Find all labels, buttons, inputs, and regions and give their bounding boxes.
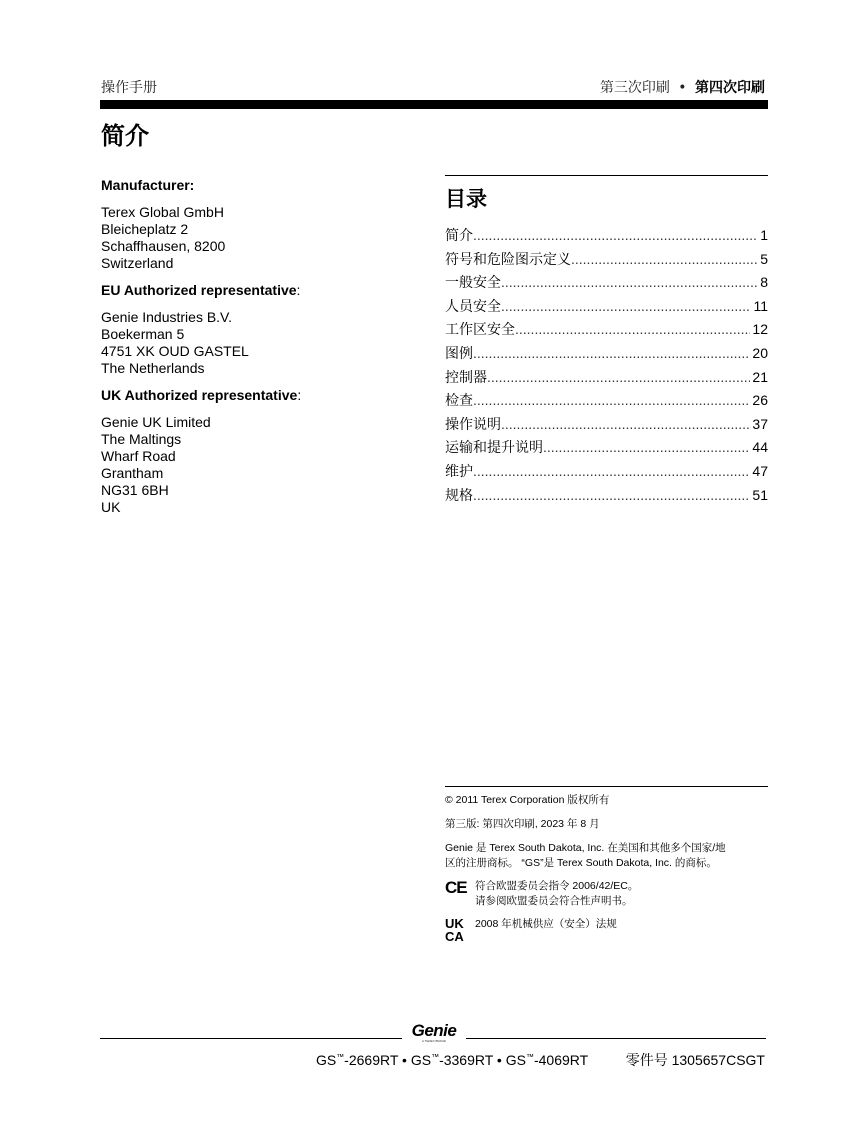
- tm-mark: ™: [431, 1052, 440, 1062]
- model-prefix: GS: [505, 1052, 526, 1068]
- toc-entry-page: 11: [753, 297, 768, 314]
- part-number-label: 零件号: [625, 1053, 668, 1069]
- toc-entry-title: 人员安全: [445, 298, 501, 315]
- model-prefix: GS: [410, 1052, 432, 1068]
- ukca-mark-icon: [445, 917, 475, 943]
- toc-entry-page: 8: [760, 274, 768, 291]
- model-separator: •: [402, 1052, 407, 1068]
- toc-leader-dots: [473, 345, 750, 361]
- toc-entry[interactable]: [445, 319, 768, 343]
- toc-entry-title: 工作区安全: [445, 322, 515, 339]
- address-line: Genie Industries B.V.: [101, 309, 233, 325]
- toc-entry[interactable]: [445, 485, 768, 509]
- footer-rule-right: [466, 1038, 766, 1039]
- printing-current: 第四次印刷: [695, 80, 765, 96]
- eu-rep-heading: [101, 282, 411, 299]
- toc-entry-page: 12: [752, 321, 768, 338]
- toc-entry-page: 1: [760, 227, 768, 243]
- toc-entry[interactable]: [445, 461, 768, 485]
- ce-compliance: [445, 879, 768, 909]
- toc-entry-page: 20: [752, 344, 768, 361]
- address-column: [101, 177, 411, 526]
- toc-entry[interactable]: [445, 225, 768, 249]
- eu-rep-address: [101, 309, 411, 377]
- ce-line: 符合欧盟委员会指令 2006/42/EC。: [475, 880, 639, 892]
- ce-line: 请参阅欧盟委员会符合性声明书。: [475, 895, 633, 907]
- toc-leader-dots: [571, 251, 758, 267]
- header-rule: [100, 100, 768, 109]
- genie-logo-tagline: A TEREX BRAND: [422, 1039, 446, 1043]
- footer-models: [316, 1050, 765, 1070]
- toc-leader-dots: [501, 274, 758, 290]
- toc-entry-title: 规格: [445, 487, 473, 504]
- printing-info: [600, 77, 765, 97]
- eu-rep-colon: :: [296, 282, 301, 298]
- toc-entry-page: 26: [752, 392, 768, 409]
- toc-leader-dots: [487, 369, 750, 385]
- ukca-compliance: [445, 917, 768, 943]
- uk-rep-heading: [101, 387, 411, 404]
- toc-entry[interactable]: [445, 414, 768, 438]
- ce-mark-icon: CE: [445, 878, 467, 897]
- toc-entry[interactable]: [445, 367, 768, 391]
- toc-entry-title: 符号和危险图示定义: [445, 251, 571, 268]
- address-line: NG31 6BH: [101, 482, 169, 498]
- manufacturer-address: [101, 204, 411, 272]
- toc-entry[interactable]: [445, 272, 768, 296]
- legal-notice: [445, 786, 768, 943]
- tm-mark: ™: [525, 1052, 534, 1062]
- model-number: -2669RT: [344, 1052, 399, 1068]
- edition: 第三版: 第四次印刷, 2023 年 8 月: [445, 818, 600, 830]
- toc-entry-title: 检查: [445, 393, 473, 410]
- toc-entry[interactable]: [445, 437, 768, 461]
- eu-rep-label: EU Authorized representative: [101, 282, 297, 298]
- toc-entry[interactable]: [445, 390, 768, 414]
- address-line: Bleicheplatz 2: [101, 221, 189, 237]
- printing-separator: •: [678, 80, 687, 96]
- address-line: Switzerland: [101, 255, 174, 271]
- address-line: Wharf Road: [101, 448, 176, 464]
- address-line: Grantham: [101, 465, 164, 481]
- model-separator: •: [496, 1052, 502, 1068]
- footer-rule-left: [100, 1038, 402, 1039]
- trademark-line: Genie 是 Terex South Dakota, Inc. 在美国和其他多个国家/地: [445, 842, 726, 854]
- ukca-bottom: CA: [445, 929, 464, 944]
- toc-leader-dots: [501, 416, 750, 432]
- toc-leader-dots: [501, 298, 751, 314]
- toc-entry-title: 简介: [445, 228, 473, 244]
- toc-entry-title: 控制器: [445, 369, 487, 386]
- model-prefix: GS: [315, 1052, 337, 1068]
- toc-title: 目录: [445, 188, 487, 211]
- trademark-line: 区的注册商标。 “GS”是 Terex South Dakota, Inc. 的商标。: [445, 857, 717, 869]
- toc-leader-dots: [473, 227, 758, 243]
- copyright: © 2011 Terex Corporation 版权所有: [445, 794, 610, 806]
- part-number: 1305657CSGT: [671, 1052, 765, 1068]
- toc-leader-dots: [473, 463, 750, 479]
- genie-logo-word: Genie: [411, 1021, 457, 1040]
- toc-entry-page: 5: [760, 250, 768, 267]
- table-of-contents: [445, 175, 768, 508]
- toc-entry-title: 运输和提升说明: [445, 440, 543, 457]
- uk-rep-colon: :: [297, 387, 302, 403]
- toc-entry-title: 一般安全: [445, 275, 501, 292]
- trademark-notice: [445, 841, 768, 871]
- toc-entry-title: 操作说明: [445, 416, 501, 433]
- toc-leader-dots: [515, 321, 750, 337]
- ce-text: [475, 879, 638, 909]
- model-number: -4069RT: [533, 1052, 588, 1068]
- toc-entry-page: 21: [752, 368, 768, 385]
- address-line: Terex Global GmbH: [101, 204, 224, 220]
- address-line: The Maltings: [101, 431, 182, 447]
- toc-list: [445, 225, 768, 508]
- toc-leader-dots: [473, 392, 750, 408]
- ukca-text: 2008 年机械供应（安全）法规: [475, 918, 617, 930]
- address-line: Schaffhausen, 8200: [101, 238, 226, 254]
- toc-entry-title: 维护: [445, 463, 473, 480]
- manufacturer-label: Manufacturer:: [101, 177, 195, 193]
- toc-entry-page: 47: [752, 462, 768, 479]
- uk-rep-label: UK Authorized representative: [101, 387, 298, 403]
- tm-mark: ™: [336, 1052, 345, 1062]
- toc-entry-page: 51: [752, 486, 768, 503]
- address-line: The Netherlands: [101, 360, 205, 376]
- toc-entry-page: 37: [752, 415, 768, 432]
- toc-leader-dots: [543, 439, 750, 455]
- toc-entry[interactable]: [445, 296, 768, 320]
- uk-rep-address: [101, 414, 411, 516]
- toc-entry[interactable]: [445, 343, 768, 367]
- toc-entry[interactable]: [445, 249, 768, 273]
- toc-entry-page: 44: [752, 439, 768, 456]
- page-title: 简介: [101, 123, 149, 150]
- address-line: 4751 XK OUD GASTEL: [101, 343, 249, 359]
- toc-entry-title: 图例: [445, 345, 473, 362]
- printing-previous: 第三次印刷: [599, 80, 670, 96]
- ukca-top: UK: [445, 916, 464, 931]
- toc-leader-dots: [473, 487, 750, 503]
- address-line: Genie UK Limited: [101, 414, 211, 430]
- model-number: -3369RT: [439, 1052, 494, 1068]
- manual-title: 操作手册: [101, 80, 157, 96]
- address-line: Boekerman 5: [101, 326, 185, 342]
- genie-logo: [406, 1021, 462, 1043]
- address-line: UK: [101, 499, 121, 515]
